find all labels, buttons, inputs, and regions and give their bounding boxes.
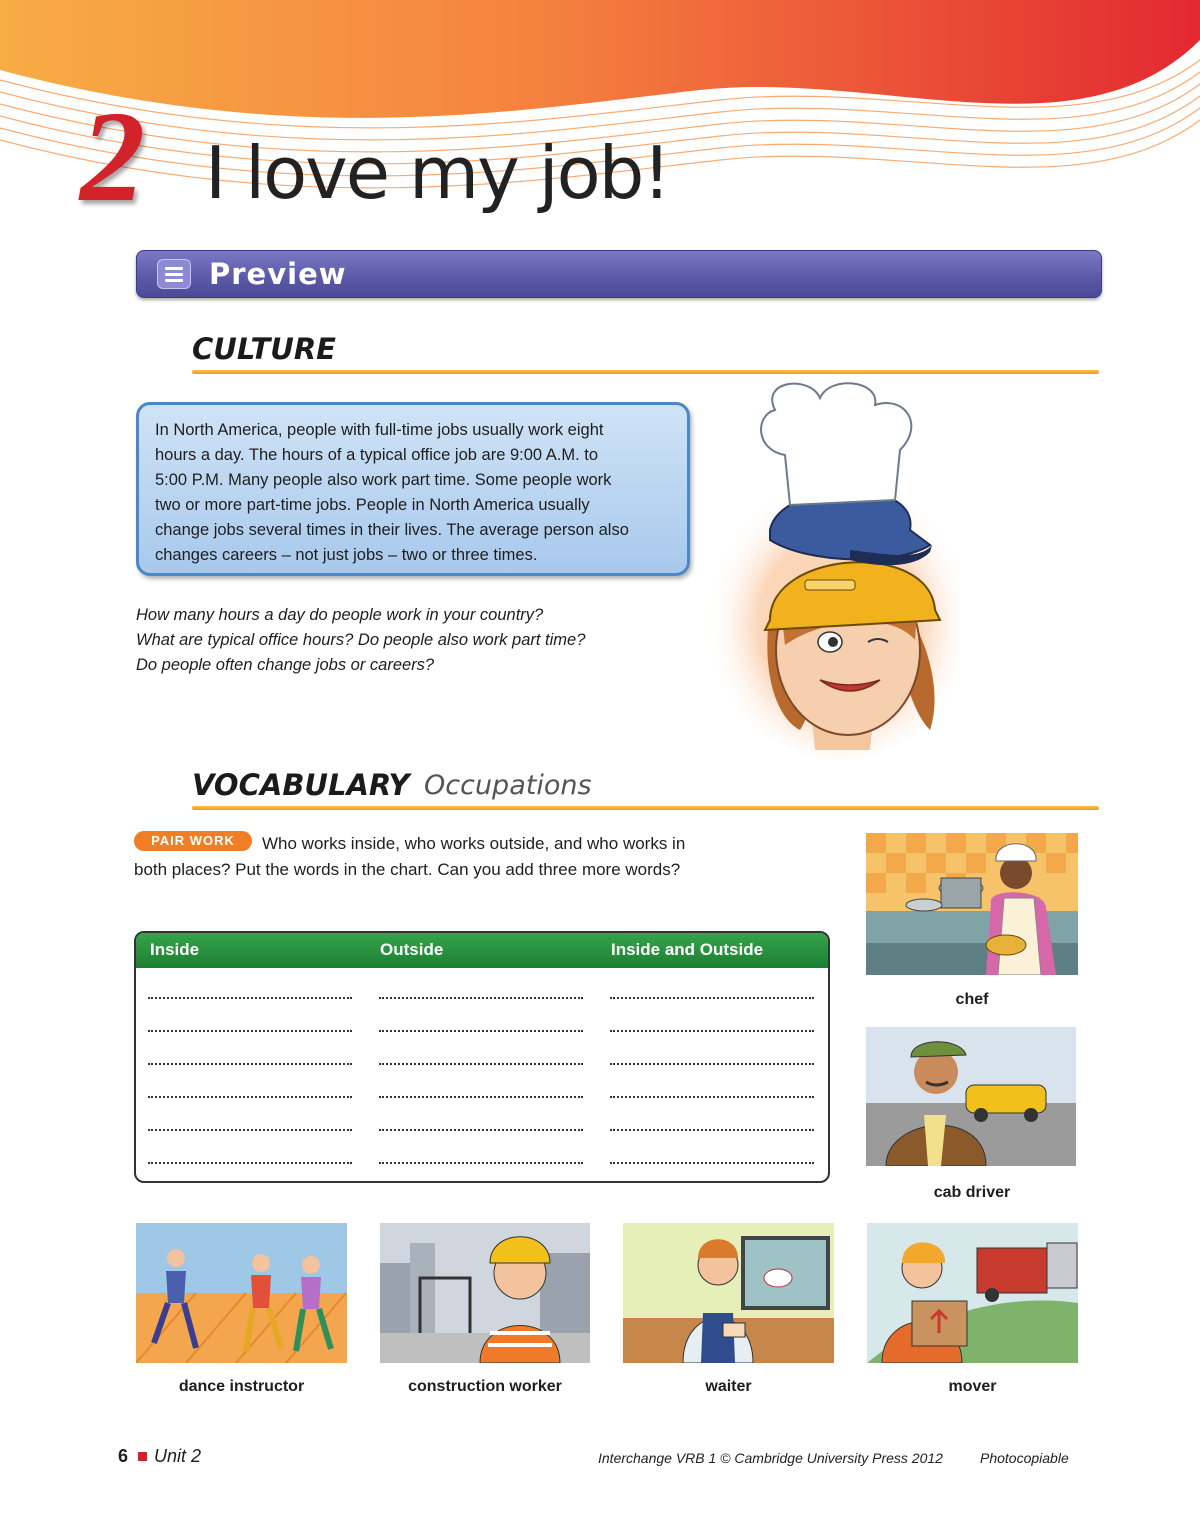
vocabulary-heading: VOCABULARY	[192, 768, 410, 802]
footer-copyright: Interchange VRB 1 © Cambridge University Press 2012	[598, 1450, 943, 1466]
chart-blank-line[interactable]	[148, 1162, 352, 1164]
vocabulary-rule	[192, 806, 1099, 810]
cab-driver-picture	[866, 1027, 1076, 1166]
unit-number: 2	[80, 85, 145, 229]
chart-blank-line[interactable]	[379, 1030, 583, 1032]
footer-photocopiable: Photocopiable	[980, 1450, 1069, 1466]
chart-blank-line[interactable]	[379, 1129, 583, 1131]
caption-chef: chef	[955, 991, 989, 1008]
question-line: How many hours a day do people work in your country?	[136, 606, 544, 624]
chart-blank-line[interactable]	[610, 1063, 814, 1065]
vocabulary-subheading: Occupations	[424, 770, 592, 801]
culture-line: changes careers – not just jobs – two or three times.	[155, 546, 538, 564]
chart-blank-line[interactable]	[148, 1129, 352, 1131]
preview-bar	[136, 250, 1102, 298]
chart-blank-line[interactable]	[148, 1030, 352, 1032]
page-title: I love my job!	[205, 131, 670, 215]
culture-line: In North America, people with full-time jobs usually work eight	[155, 421, 604, 439]
chart-blank-line[interactable]	[379, 1063, 583, 1065]
footer-square-icon	[138, 1452, 147, 1461]
chart-blank-line[interactable]	[379, 1096, 583, 1098]
culture-rule	[192, 370, 1099, 374]
footer-unit: Unit 2	[154, 1446, 202, 1466]
question-line: What are typical office hours? Do people also work part time?	[136, 631, 586, 649]
occupations-chart	[134, 931, 830, 1183]
culture-paragraph	[155, 418, 680, 568]
chef-picture	[866, 833, 1078, 975]
page-number: 6	[118, 1446, 129, 1466]
chart-header-row	[136, 933, 828, 968]
woman-with-hats-illustration	[700, 380, 960, 760]
preview-label: Preview	[209, 257, 347, 291]
culture-line: hours a day. The hours of a typical office job are 9:00 A.M. to	[155, 446, 599, 464]
culture-info-box	[136, 402, 690, 576]
culture-line: 5:00 P.M. Many people also work part time. Some people work	[155, 471, 612, 489]
caption-cab-driver: cab driver	[933, 1184, 1011, 1201]
caption-mover: mover	[948, 1378, 997, 1395]
construction-worker-picture	[380, 1223, 590, 1363]
chart-blank-line[interactable]	[610, 1030, 814, 1032]
instruction-text: Who works inside, who works outside, and who works in both places? Put the words in the chart. Can you add three more words?	[134, 834, 686, 879]
waiter-picture	[623, 1223, 834, 1363]
caption-dance-instructor: dance instructor	[178, 1378, 305, 1395]
chart-blank-line[interactable]	[379, 1162, 583, 1164]
menu-lines-icon	[157, 259, 191, 289]
chart-blank-line[interactable]	[148, 1063, 352, 1065]
caption-construction-worker: construction worker	[408, 1378, 562, 1395]
mover-picture	[867, 1223, 1078, 1363]
chart-blank-line[interactable]	[610, 1129, 814, 1131]
column-header-outside: Outside	[380, 940, 444, 959]
culture-questions	[136, 603, 696, 678]
culture-line: two or more part-time jobs. People in North America usually	[155, 496, 590, 514]
chart-blank-line[interactable]	[379, 997, 583, 999]
chart-blank-line[interactable]	[610, 1162, 814, 1164]
chart-blank-line[interactable]	[610, 1096, 814, 1098]
chart-blank-line[interactable]	[148, 997, 352, 999]
chart-blank-line[interactable]	[148, 1096, 352, 1098]
caption-waiter: waiter	[705, 1378, 752, 1395]
chart-blank-line[interactable]	[610, 997, 814, 999]
column-header-inside: Inside	[150, 940, 200, 959]
culture-heading: CULTURE	[192, 332, 336, 366]
column-header-inside-outside: Inside and Outside	[611, 940, 764, 959]
pair-work-badge: PAIR WORK	[134, 831, 252, 851]
question-line: Do people often change jobs or careers?	[136, 656, 435, 674]
dance-instructor-picture	[136, 1223, 347, 1363]
culture-line: change jobs several times in their lives. The average person also	[155, 521, 629, 539]
